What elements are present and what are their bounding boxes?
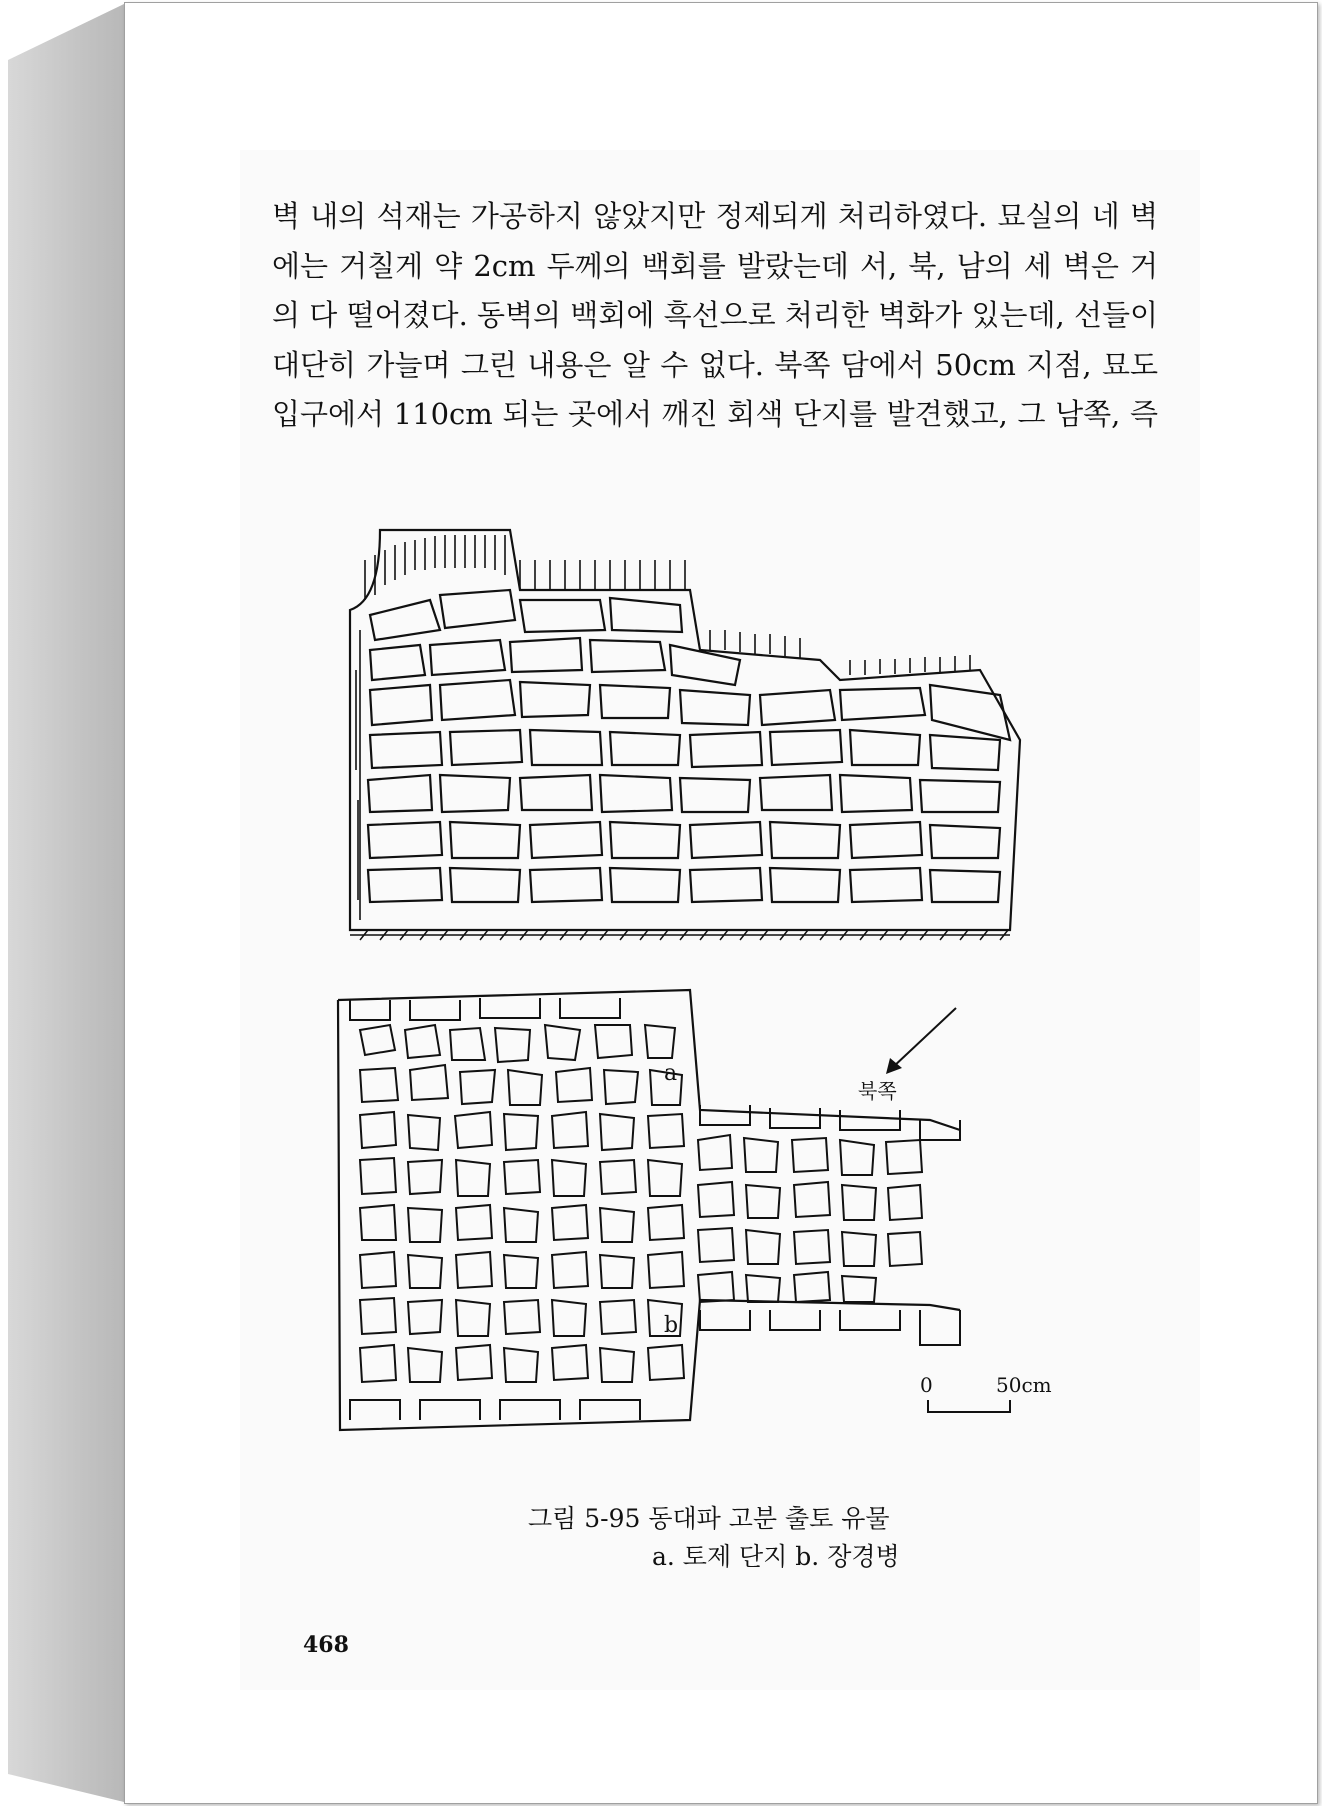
floor-hatching xyxy=(350,930,1010,940)
wall-elevation-drawing xyxy=(350,530,1020,940)
north-arrow xyxy=(886,1008,956,1074)
north-label: 북쪽 xyxy=(858,1079,897,1103)
body-line: 벽 내의 석재는 가공하지 않았지만 정제되게 처리하였다. 묘실의 네 벽 xyxy=(272,199,1158,233)
tomb-plan-figure xyxy=(320,520,1160,1470)
figure-caption xyxy=(528,1500,900,1576)
page-number: 468 xyxy=(303,1632,349,1658)
caption-title: 그림 5-95 동대파 고분 출토 유물 xyxy=(528,1504,890,1533)
label-a: a xyxy=(664,1061,678,1086)
hatch-top xyxy=(356,535,970,920)
body-line: 대단히 가늘며 그린 내용은 알 수 없다. 북쪽 담에서 50cm 지점, 묘도 xyxy=(272,347,1158,382)
body-paragraph xyxy=(272,192,1158,440)
book-spine xyxy=(8,4,124,1802)
elevation-stones xyxy=(368,590,1010,902)
body-line: 입구에서 110cm 되는 곳에서 깨진 회색 단지를 발견했고, 그 남쪽, 즉 xyxy=(272,397,1158,431)
scale-bar xyxy=(920,1373,1052,1412)
label-b: b xyxy=(664,1313,679,1338)
plan-cobblestones xyxy=(360,1025,922,1382)
body-line: 의 다 떨어졌다. 동벽의 백회에 흑선으로 처리한 벽화가 있는데, 선들이 xyxy=(272,298,1158,332)
scale-zero: 0 xyxy=(920,1373,933,1397)
tomb-floor-plan xyxy=(338,990,1052,1430)
caption-subtitle: a. 토제 단지 b. 장경병 xyxy=(652,1542,900,1571)
scale-value: 50cm xyxy=(996,1373,1052,1397)
body-line: 에는 거칠게 약 2cm 두께의 백회를 발랐는데 서, 북, 남의 세 벽은 거 xyxy=(272,248,1158,283)
